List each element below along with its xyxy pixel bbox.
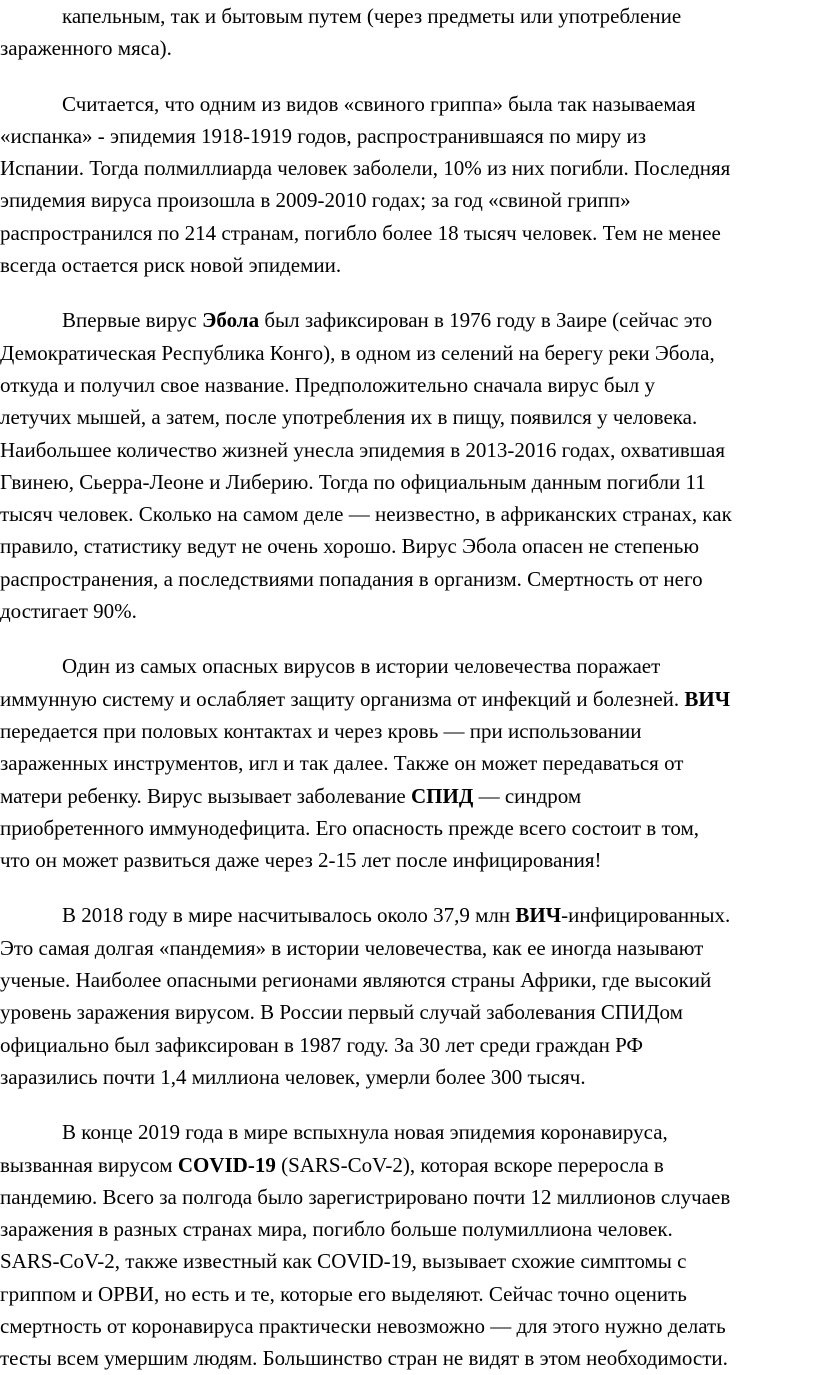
paragraph-4 <box>0 650 816 876</box>
text-line: распространился по 214 странам, погибло более 18 тысяч человек. Тем не менее <box>0 220 721 245</box>
text-line: уровень заражения вирусом. В России первый случай заболевания СПИДом <box>0 1000 683 1025</box>
text-line: вызванная вирусом COVID-19 (SARS-CoV-2), которая вскоре переросла в <box>0 1152 664 1177</box>
emphasized-term: Эбола <box>202 308 260 333</box>
text-line: приобретенного иммунодефицита. Его опасность прежде всего состоит в том, <box>0 815 700 840</box>
text-line: Это самая долгая «пандемия» в истории человечества, как ее иногда называют <box>0 935 704 960</box>
paragraph-2 <box>0 88 816 282</box>
text-line: Испании. Тогда полмиллиарда человек заболели, 10% из них погибли. Последняя <box>0 156 731 181</box>
text-line: Один из самых опасных вирусов в истории человечества поражает <box>62 654 661 679</box>
text-line: зараженного мяса). <box>0 36 172 61</box>
paragraph-3 <box>0 304 816 627</box>
emphasized-term: COVID-19 <box>177 1152 276 1177</box>
text-line: заразились почти 1,4 миллиона человек, умерли более 300 тысяч. <box>0 1064 586 1089</box>
text-line: всегда остается риск новой эпидемии. <box>0 253 342 278</box>
text-line: «испанка» - эпидемия 1918-1919 годов, распространившаяся по миру из <box>0 123 647 148</box>
text-line: зараженных инструментов, игл и так далее. Также он может передаваться от <box>0 751 684 776</box>
text-line: тысяч человек. Сколько на самом деле — неизвестно, в африканских странах, как <box>0 502 732 527</box>
text-line: Считается, что одним из видов «свиного гриппа» была так называемая <box>62 91 696 116</box>
text-line: смертность от коронавируса практически невозможно — для этого нужно делать <box>0 1313 726 1338</box>
text-line: гриппом и ОРВИ, но есть и те, которые его выделяют. Сейчас точно оценить <box>0 1281 687 1306</box>
text-line: летучих мышей, а затем, после употребления их в пищу, появился у человека. <box>0 405 698 430</box>
text-line: что он может развиться даже через 2-15 лет после инфицирования! <box>0 848 602 873</box>
text-line: В конце 2019 года в мире вспыхнула новая эпидемия коронавируса, <box>62 1120 668 1145</box>
paragraph-5 <box>0 899 816 1093</box>
paragraph-1 <box>0 0 816 65</box>
paragraph-6 <box>0 1116 816 1374</box>
text-line: капельным, так и бытовым путем (через предметы или употребление <box>62 4 682 28</box>
text-line: Гвинею, Сьерра-Леоне и Либерию. Тогда по официальным данным погибли 11 <box>0 469 706 494</box>
emphasized-term: СПИД <box>411 783 474 808</box>
text-line: Наибольшее количество жизней унесла эпидемия в 2013-2016 годах, охватившая <box>0 437 726 462</box>
text-line: пандемию. Всего за полгода было зарегистрировано почти 12 миллионов случаев <box>0 1184 731 1209</box>
text-line: передается при половых контактах и через кровь — при использовании <box>0 718 642 743</box>
text-line: тесты всем умершим людям. Большинство стран не видят в этом необходимости. <box>0 1346 728 1371</box>
text-line: откуда и получил свое название. Предположительно сначала вирус был у <box>0 372 655 397</box>
text-line: Впервые вирус Эбола был зафиксирован в 1976 году в Заире (сейчас это <box>62 308 713 333</box>
text-line: иммунную систему и ослабляет защиту организма от инфекций и болезней. ВИЧ <box>0 686 731 711</box>
emphasized-term: ВИЧ <box>515 903 562 928</box>
text-line: достигает 90%. <box>0 599 137 624</box>
text-line: Демократическая Республика Конго), в одном из селений на берегу реки Эбола, <box>0 340 715 365</box>
text-line: В 2018 году в мире насчитывалось около 37,9 млн ВИЧ-инфицированных. <box>62 903 731 928</box>
text-line: правило, статистику ведут не очень хорошо. Вирус Эбола опасен не степенью <box>0 534 700 559</box>
text-line: матери ребенку. Вирус вызывает заболевание СПИД — синдром <box>0 783 582 808</box>
text-line: SARS-CoV-2, также известный как COVID-19, вызывает схожие симптомы с <box>0 1249 687 1274</box>
emphasized-term: ВИЧ <box>684 686 731 711</box>
text-line: ученые. Наиболее опасными регионами являются страны Африки, где высокий <box>0 968 712 993</box>
text-line: распространения, а последствиями попадания в организм. Смертность от него <box>0 566 703 591</box>
text-line: официально был зафиксирован в 1987 году. За 30 лет среди граждан РФ <box>0 1032 643 1057</box>
text-line: заражения в разных странах мира, погибло больше полумиллиона человек. <box>0 1217 673 1242</box>
text-line: эпидемия вируса произошла в 2009-2010 годах; за год «свиной грипп» <box>0 188 631 213</box>
